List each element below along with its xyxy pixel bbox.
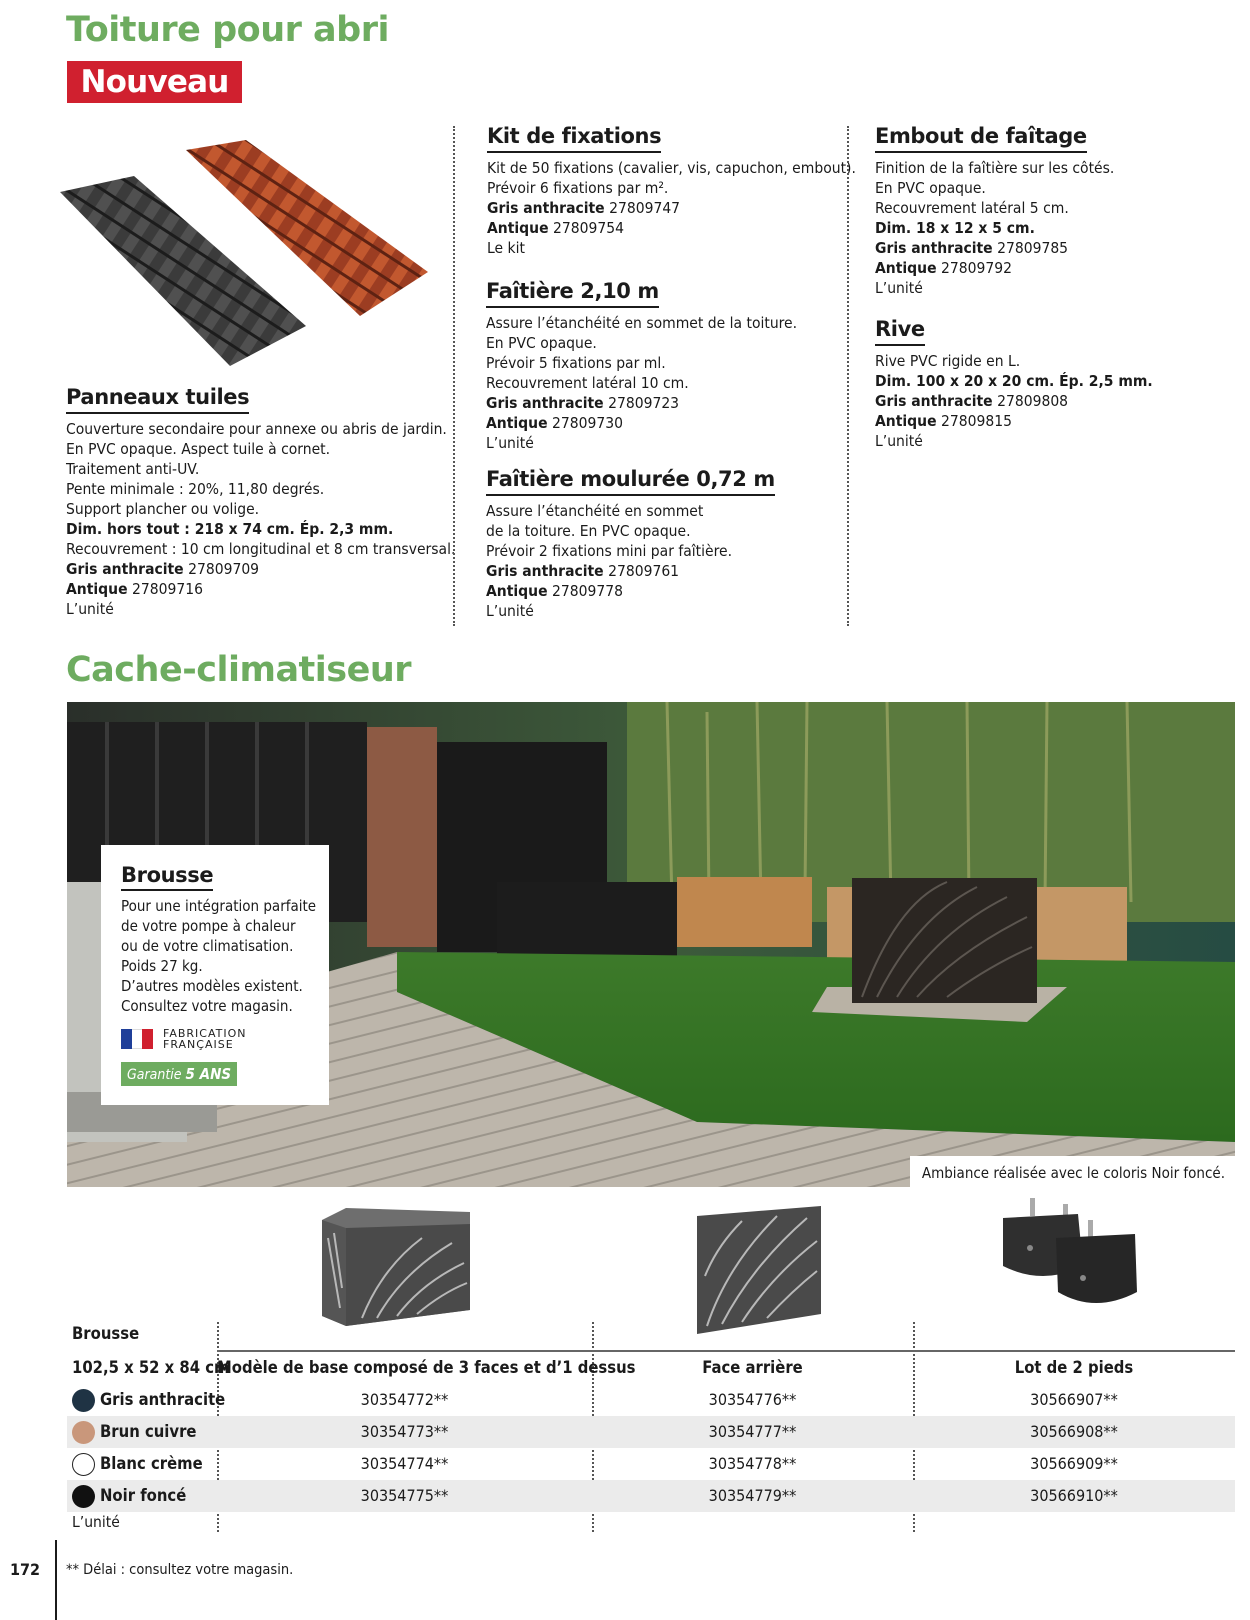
ref-label: Gris anthracite — [66, 560, 184, 578]
french-flag-icon — [121, 1029, 153, 1049]
color-label: Noir foncé — [100, 1486, 187, 1505]
product-embout-faitage — [875, 123, 1114, 298]
product-desc-line: Assure l’étanchéité en sommet de la toiture. — [486, 314, 798, 332]
unit-label: L’unité — [875, 279, 923, 297]
product-desc-line: ou de votre climatisation. — [121, 937, 294, 955]
made-in-france-label — [121, 1028, 309, 1050]
product-title: Faîtière 2,10 m — [486, 278, 659, 308]
color-label: Gris anthracite — [100, 1390, 226, 1409]
product-desc-line: Consultez votre magasin. — [121, 997, 293, 1015]
ref-label: Antique — [66, 580, 128, 598]
footnote: ** Délai : consultez votre magasin. — [66, 1562, 294, 1578]
ref-cell: 30354775** — [360, 1486, 449, 1505]
color-swatch-gris — [72, 1389, 95, 1412]
ref-cell: 30354778** — [708, 1454, 797, 1473]
ref-cell: 30566907** — [1030, 1390, 1118, 1409]
flag-text-line: FABRICATION — [163, 1027, 247, 1040]
ref-number: 27809815 — [940, 412, 1012, 430]
ref-number: 27809778 — [551, 582, 623, 600]
unit-label: L’unité — [875, 432, 923, 450]
ref-number: 27809808 — [997, 392, 1069, 410]
color-label: Brun cuivre — [100, 1422, 197, 1441]
column-divider — [847, 126, 849, 626]
ref-cell: 30566908** — [1030, 1422, 1118, 1441]
ref-label: Antique — [875, 412, 937, 430]
flag-text-line: FRANÇAISE — [163, 1038, 234, 1051]
ref-cell: 30354773** — [360, 1422, 449, 1441]
ref-label: Gris anthracite — [486, 394, 604, 412]
product-desc-line: Pour une intégration parfaite — [121, 897, 317, 915]
page-rule — [55, 1540, 57, 1620]
column-header: Lot de 2 pieds — [1014, 1358, 1134, 1377]
ref-label: Antique — [486, 414, 548, 432]
color-label: Blanc crème — [100, 1454, 203, 1473]
warranty-badge — [121, 1062, 237, 1086]
color-swatch-brun — [72, 1421, 95, 1444]
modele-base-image — [322, 1208, 472, 1338]
unit-label: L’unité — [66, 600, 114, 618]
ref-number: 27809730 — [551, 414, 623, 432]
product-title: Rive — [875, 316, 925, 346]
ref-number: 27809754 — [552, 219, 624, 237]
product-desc-line: Recouvrement : 10 cm longitudinal et 8 cm transversal. — [66, 540, 456, 558]
ref-cell: 30354777** — [708, 1422, 797, 1441]
product-panneaux-tuiles — [66, 384, 455, 619]
table-row — [67, 1416, 1235, 1448]
product-title: Brousse — [121, 863, 213, 891]
table-header-row — [67, 1352, 1235, 1384]
column-header: Face arrière — [702, 1358, 803, 1377]
roof-panels-image — [60, 140, 440, 380]
column-header: Modèle de base composé de 3 faces et d’1 dessus — [217, 1358, 636, 1377]
product-desc-line: Recouvrement latéral 10 cm. — [486, 374, 689, 392]
product-desc-line: Rive PVC rigide en L. — [875, 352, 1021, 370]
product-desc-line: Prévoir 5 fixations par ml. — [486, 354, 666, 372]
ref-number: 27809716 — [131, 580, 203, 598]
product-title: Faîtière moulurée 0,72 m — [486, 466, 775, 496]
table-row — [67, 1448, 1235, 1480]
ref-cell: 30354776** — [708, 1390, 797, 1409]
ref-label: Antique — [486, 582, 548, 600]
table-row — [67, 1384, 1235, 1416]
photo-caption: Ambiance réalisée avec le coloris Noir foncé. — [910, 1156, 1235, 1187]
color-swatch-blanc — [72, 1453, 95, 1476]
table-row — [67, 1480, 1235, 1512]
product-kit-fixations — [487, 123, 856, 258]
ref-number: 27809785 — [997, 239, 1069, 257]
ref-label: Gris anthracite — [875, 239, 993, 257]
ref-cell: 30566910** — [1030, 1486, 1118, 1505]
product-desc-line: de la toiture. En PVC opaque. — [486, 522, 691, 540]
lot-pieds-image — [1003, 1196, 1143, 1321]
unit-label: L’unité — [486, 434, 534, 452]
product-desc-line: Prévoir 6 fixations par m². — [487, 179, 669, 197]
product-dimensions: Dim. 18 x 12 x 5 cm. — [875, 219, 1035, 237]
roof-section-title: Toiture pour abri — [66, 10, 389, 50]
brousse-info-box — [101, 845, 329, 1105]
unit-label: L’unité — [486, 602, 534, 620]
product-desc-line: de votre pompe à chaleur — [121, 917, 296, 935]
warranty-value: 5 ANS — [185, 1065, 232, 1083]
product-desc-line: Traitement anti-UV. — [66, 460, 200, 478]
color-swatch-noir — [72, 1485, 95, 1508]
ref-label: Antique — [487, 219, 549, 237]
product-desc-line: Finition de la faîtière sur les côtés. — [875, 159, 1115, 177]
column-divider — [453, 126, 455, 626]
product-desc-line: Support plancher ou volige. — [66, 500, 260, 518]
product-title: Kit de fixations — [487, 123, 661, 153]
product-faitiere — [486, 278, 797, 453]
dimensions-cell: 102,5 x 52 x 84 cm — [72, 1358, 230, 1377]
face-arriere-image — [697, 1206, 827, 1336]
product-desc-line: D’autres modèles existent. — [121, 977, 303, 995]
product-desc-line: Assure l’étanchéité en sommet — [486, 502, 704, 520]
ref-cell: 30354772** — [360, 1390, 449, 1409]
warranty-prefix: Garantie — [127, 1067, 182, 1083]
product-desc-line: Kit de 50 fixations (cavalier, vis, capuchon, embout). — [487, 159, 856, 177]
ref-number: 27809747 — [609, 199, 681, 217]
page-number: 172 — [10, 1560, 41, 1579]
product-rive — [875, 316, 1153, 451]
new-badge: Nouveau — [67, 61, 242, 103]
product-name-label: Brousse — [72, 1324, 140, 1343]
table-unit-label: L’unité — [72, 1513, 120, 1531]
ref-label: Gris anthracite — [875, 392, 993, 410]
ref-label: Gris anthracite — [486, 562, 604, 580]
product-faitiere-moulee — [486, 466, 775, 621]
unit-label: Le kit — [487, 239, 525, 257]
product-desc-line: Recouvrement latéral 5 cm. — [875, 199, 1069, 217]
product-title: Embout de faîtage — [875, 123, 1087, 153]
ref-number: 27809792 — [940, 259, 1012, 277]
cache-section-title: Cache-climatiseur — [66, 650, 412, 690]
ref-label: Antique — [875, 259, 937, 277]
product-desc-line: Poids 27 kg. — [121, 957, 203, 975]
product-desc-line: En PVC opaque. — [486, 334, 597, 352]
ref-cell: 30354779** — [708, 1486, 797, 1505]
ref-number: 27809709 — [188, 560, 260, 578]
ref-cell: 30354774** — [360, 1454, 449, 1473]
product-desc-line: Pente minimale : 20%, 11,80 degrés. — [66, 480, 325, 498]
ref-number: 27809723 — [608, 394, 680, 412]
ref-number: 27809761 — [608, 562, 680, 580]
product-desc-line: En PVC opaque. — [875, 179, 986, 197]
product-dimensions: Dim. 100 x 20 x 20 cm. Ép. 2,5 mm. — [875, 372, 1153, 390]
product-desc-line: Prévoir 2 fixations mini par faîtière. — [486, 542, 733, 560]
product-desc-line: En PVC opaque. Aspect tuile à cornet. — [66, 440, 331, 458]
ref-cell: 30566909** — [1030, 1454, 1118, 1473]
product-title: Panneaux tuiles — [66, 384, 249, 414]
ref-label: Gris anthracite — [487, 199, 605, 217]
product-dimensions: Dim. hors tout : 218 x 74 cm. Ép. 2,3 mm. — [66, 520, 394, 538]
product-desc-line: Couverture secondaire pour annexe ou abris de jardin. — [66, 420, 447, 438]
